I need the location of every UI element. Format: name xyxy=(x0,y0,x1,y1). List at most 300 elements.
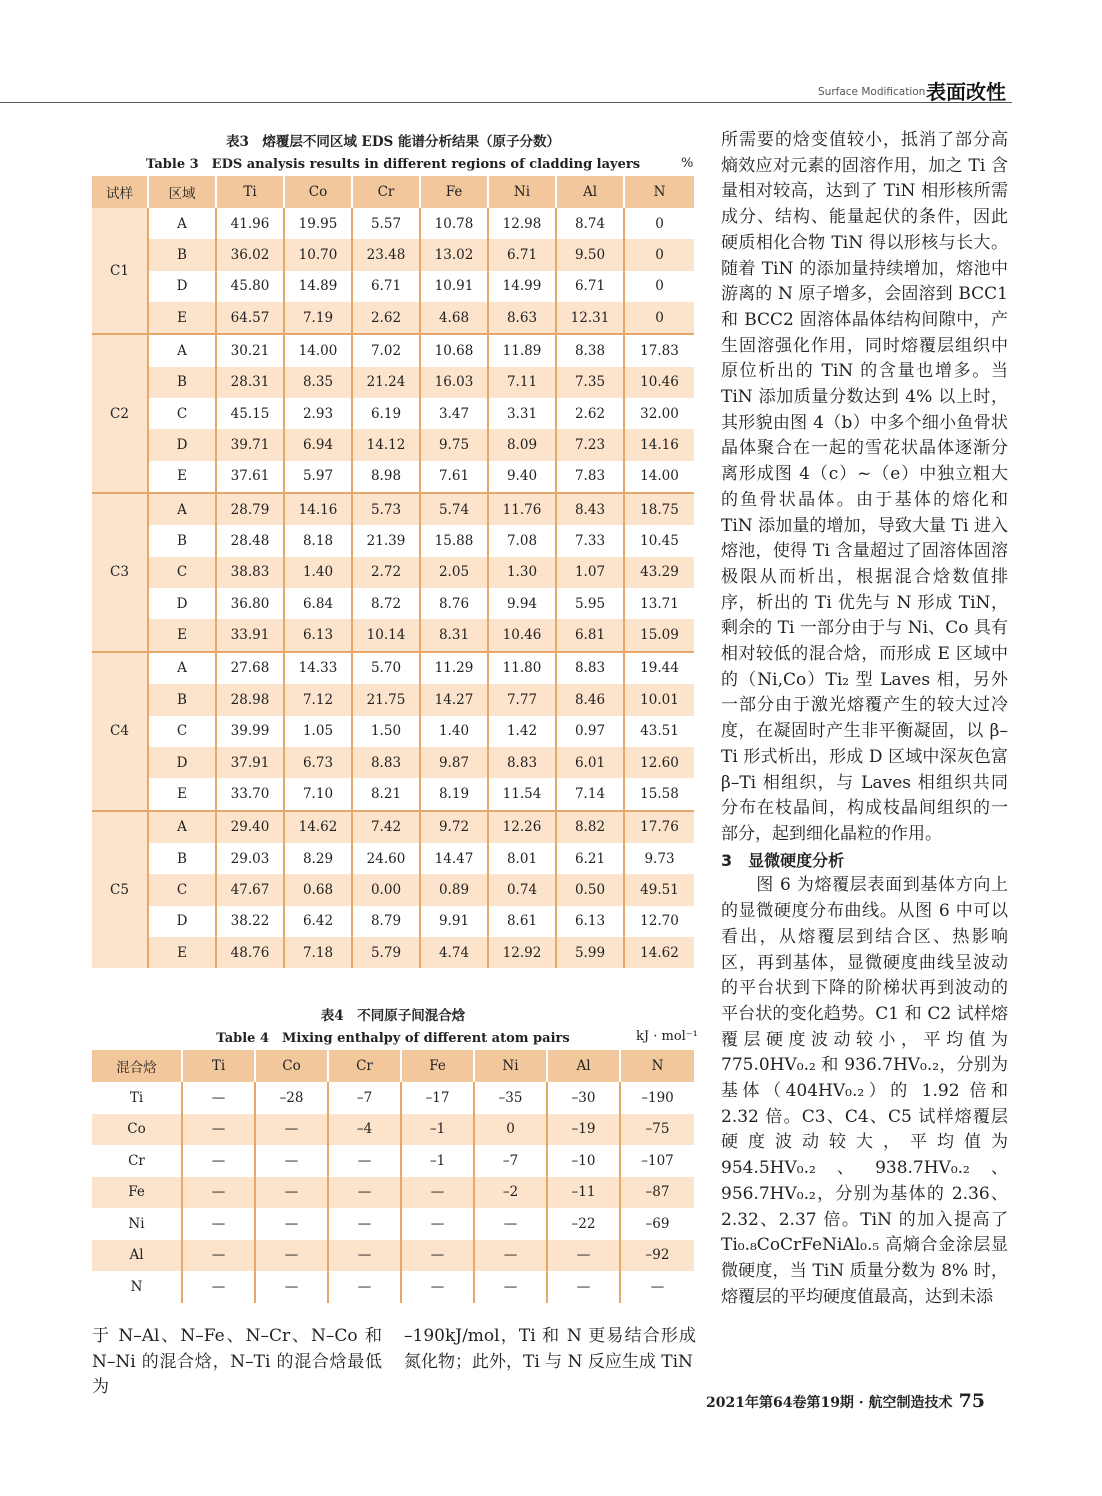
table-cell: 0 xyxy=(624,208,694,239)
table-cell: — xyxy=(328,1240,401,1272)
table4-caption-en: Table 4 Mixing enthalpy of different atom pairs xyxy=(216,1031,570,1046)
table-cell: 12.92 xyxy=(488,937,556,968)
table-cell: –190 xyxy=(620,1082,694,1114)
table4-header-row xyxy=(92,1050,694,1082)
table-cell: 0.50 xyxy=(556,874,624,905)
sample-cell: C3 xyxy=(92,493,148,652)
table-cell: 0 xyxy=(474,1114,547,1146)
table-row xyxy=(92,398,694,429)
table-row xyxy=(92,525,694,556)
table-cell: B xyxy=(148,367,216,398)
table3-header-cell: Co xyxy=(284,176,352,208)
table-cell: 41.96 xyxy=(216,208,284,239)
table-cell: 12.31 xyxy=(556,302,624,334)
table-cell: 12.26 xyxy=(488,811,556,843)
table-cell: 15.88 xyxy=(420,525,488,556)
table-cell: –2 xyxy=(474,1177,547,1209)
table-cell: 0 xyxy=(624,302,694,334)
table-cell: 13.02 xyxy=(420,239,488,270)
table-cell: 8.19 xyxy=(420,778,488,810)
table-cell: 7.35 xyxy=(556,367,624,398)
table-cell: 0.74 xyxy=(488,874,556,905)
table-cell: 8.83 xyxy=(556,652,624,684)
table-row xyxy=(92,778,694,810)
table-cell: 5.79 xyxy=(352,937,420,968)
table-row xyxy=(92,461,694,493)
table-cell: 7.61 xyxy=(420,461,488,493)
table-cell: 5.73 xyxy=(352,493,420,525)
table-cell: 64.57 xyxy=(216,302,284,334)
table-cell: 6.13 xyxy=(556,906,624,937)
table-cell: 23.48 xyxy=(352,239,420,270)
table-cell: 49.51 xyxy=(624,874,694,905)
table-cell: A xyxy=(148,811,216,843)
table-cell: 47.67 xyxy=(216,874,284,905)
table-cell: 33.70 xyxy=(216,778,284,810)
table-cell: 33.91 xyxy=(216,619,284,651)
table-row xyxy=(92,1240,694,1272)
table-cell: 10.45 xyxy=(624,525,694,556)
table-cell: 14.00 xyxy=(284,334,352,366)
table-cell: 11.80 xyxy=(488,652,556,684)
table-cell: 7.42 xyxy=(352,811,420,843)
table-cell: Cr xyxy=(128,1152,145,1169)
table-cell: 10.01 xyxy=(624,684,694,715)
table-row xyxy=(92,588,694,619)
table-cell: –7 xyxy=(474,1145,547,1177)
table-cell: –35 xyxy=(474,1082,547,1114)
table-cell: 0.89 xyxy=(420,874,488,905)
table3-header-cell: 区域 xyxy=(148,176,216,208)
table3 xyxy=(92,176,694,968)
table-cell: 8.82 xyxy=(556,811,624,843)
table3-header-cell: Al xyxy=(556,176,624,208)
table-cell: B xyxy=(148,684,216,715)
table-cell: –1 xyxy=(401,1114,474,1146)
table-cell: 6.81 xyxy=(556,619,624,651)
table-cell: 3.31 xyxy=(488,398,556,429)
table-cell: –87 xyxy=(620,1177,694,1209)
table-cell: 21.39 xyxy=(352,525,420,556)
table-cell: 14.27 xyxy=(420,684,488,715)
table-cell: 6.71 xyxy=(488,239,556,270)
table-cell: — xyxy=(182,1114,255,1146)
table-cell: –10 xyxy=(547,1145,620,1177)
table-cell: 7.08 xyxy=(488,525,556,556)
right-paragraph-2: 图 6 为熔覆层表面到基体方向上的显微硬度分布曲线。从图 6 中可以看出，从熔覆层到结合区、热影响区，再到基体，显微硬度曲线呈波动的平台状到下降的阶梯状再到波动的平台状的变化趋势。C1 和 C2 试样熔覆层硬度波动较小，平均值为 775.0HV₀.₂ 和 936.7HV₀.₂，分别为基体（404HV₀.₂）的 1.92 倍和 2.32 倍。C3、C4、C5 试样熔覆层硬度波动较大，平均值为 954.5HV₀.₂、938.7HV₀.₂、956.7HV₀.₂，分别为基体的 2.36、2.32、2.37 倍。TiN 的加入提高了 Ti₀.₈CoCrFeNiAl₀.₅ 高熵合金涂层显微硬度，当 TiN 质量分数为 8% 时，熔覆层的平均硬度值最高，达到未添 xyxy=(721,875,1008,1307)
table4-header-cell: 混合焓 xyxy=(92,1050,182,1082)
table-cell: 7.77 xyxy=(488,684,556,715)
footer-journal: 2021年第64卷第19期 · 航空制造技术 xyxy=(706,1395,953,1411)
table-cell: 6.71 xyxy=(556,271,624,302)
table-cell: 8.76 xyxy=(420,588,488,619)
table-cell: 6.94 xyxy=(284,429,352,460)
table4-header-cell: N xyxy=(620,1050,694,1082)
table-cell: A xyxy=(148,493,216,525)
table-cell: Al xyxy=(92,1240,182,1272)
table-row xyxy=(92,493,694,525)
right-column xyxy=(721,128,1008,1310)
table-cell: 6.01 xyxy=(556,747,624,778)
table-cell: –107 xyxy=(620,1145,694,1177)
table-cell: — xyxy=(182,1082,255,1114)
table-cell: 11.29 xyxy=(420,652,488,684)
table-row xyxy=(92,1082,694,1114)
table-cell: 37.91 xyxy=(216,747,284,778)
table-cell: 8.72 xyxy=(352,588,420,619)
table-cell: –19 xyxy=(547,1114,620,1146)
table-row xyxy=(92,367,694,398)
table-cell: 7.18 xyxy=(284,937,352,968)
table4-header-cell: Ni xyxy=(474,1050,547,1082)
table4 xyxy=(92,1050,694,1303)
table-cell: — xyxy=(401,1271,474,1303)
table-cell: 9.72 xyxy=(420,811,488,843)
table-row xyxy=(92,1177,694,1209)
table-row xyxy=(92,619,694,651)
table3-caption-cn: 表3 熔覆层不同区域 EDS 能谱分析结果（原子分数） xyxy=(225,134,561,150)
table-cell: –1 xyxy=(401,1145,474,1177)
table-cell: C xyxy=(148,398,216,429)
table-cell: 9.94 xyxy=(488,588,556,619)
table-cell: N xyxy=(130,1278,143,1295)
table-cell: 1.40 xyxy=(420,716,488,747)
table-row xyxy=(92,747,694,778)
table3-header-cell: Ni xyxy=(488,176,556,208)
table-cell: — xyxy=(547,1240,620,1272)
table-cell: D xyxy=(148,906,216,937)
table-cell: 11.76 xyxy=(488,493,556,525)
table-cell: 43.51 xyxy=(624,716,694,747)
table-cell: 39.99 xyxy=(216,716,284,747)
table4-header-cell: Al xyxy=(547,1050,620,1082)
table-cell: 10.46 xyxy=(624,367,694,398)
table-cell: 9.50 xyxy=(556,239,624,270)
table-row xyxy=(92,208,694,239)
table-cell: 2.05 xyxy=(420,557,488,588)
table-cell: 14.12 xyxy=(352,429,420,460)
footer xyxy=(706,1390,985,1412)
table-cell: 19.44 xyxy=(624,652,694,684)
table-cell: –75 xyxy=(620,1114,694,1146)
table-cell: 9.91 xyxy=(420,906,488,937)
table-cell: 12.60 xyxy=(624,747,694,778)
table-cell: 2.93 xyxy=(284,398,352,429)
table-cell: — xyxy=(255,1114,328,1146)
sample-cell: C5 xyxy=(92,811,148,969)
table-cell: 17.83 xyxy=(624,334,694,366)
table-cell: E xyxy=(148,619,216,651)
table-cell: 7.10 xyxy=(284,778,352,810)
table-cell: 7.11 xyxy=(488,367,556,398)
table-cell: 21.24 xyxy=(352,367,420,398)
table-cell: — xyxy=(547,1271,620,1303)
table-cell: 18.75 xyxy=(624,493,694,525)
table-cell: 5.74 xyxy=(420,493,488,525)
table-cell: 28.48 xyxy=(216,525,284,556)
table-cell: 14.00 xyxy=(624,461,694,493)
table-cell: A xyxy=(148,208,216,239)
table-cell: 8.79 xyxy=(352,906,420,937)
table-cell: 48.76 xyxy=(216,937,284,968)
table-cell: 2.72 xyxy=(352,557,420,588)
table4-header-cell: Ti xyxy=(182,1050,255,1082)
page-number: 75 xyxy=(958,1390,986,1412)
table-row xyxy=(92,1145,694,1177)
table3-unit: % xyxy=(681,156,694,171)
table-cell: E xyxy=(148,302,216,334)
table-cell: 7.23 xyxy=(556,429,624,460)
table-cell: 8.98 xyxy=(352,461,420,493)
table-cell: 5.57 xyxy=(352,208,420,239)
table-cell: 14.89 xyxy=(284,271,352,302)
table-cell: 5.95 xyxy=(556,588,624,619)
table-cell: — xyxy=(182,1177,255,1209)
sample-cell: C2 xyxy=(92,334,148,493)
table-cell: 6.73 xyxy=(284,747,352,778)
table-cell: 21.75 xyxy=(352,684,420,715)
table-cell: 16.03 xyxy=(420,367,488,398)
table-cell: 15.09 xyxy=(624,619,694,651)
table-cell: 27.68 xyxy=(216,652,284,684)
sample-cell: C1 xyxy=(92,208,148,334)
table-cell: 8.01 xyxy=(488,843,556,874)
table-cell: 6.13 xyxy=(284,619,352,651)
table-row xyxy=(92,937,694,968)
table-cell: 14.16 xyxy=(624,429,694,460)
table-cell: 10.68 xyxy=(420,334,488,366)
table-cell: 17.76 xyxy=(624,811,694,843)
table-cell: 7.12 xyxy=(284,684,352,715)
table-cell: –30 xyxy=(547,1082,620,1114)
table-cell: 6.42 xyxy=(284,906,352,937)
table-cell: 15.58 xyxy=(624,778,694,810)
table-cell: — xyxy=(255,1208,328,1240)
table-cell: 1.30 xyxy=(488,557,556,588)
table-cell: — xyxy=(182,1208,255,1240)
table-cell: 11.89 xyxy=(488,334,556,366)
table-cell: 7.14 xyxy=(556,778,624,810)
table-cell: –4 xyxy=(328,1114,401,1146)
table-cell: 8.61 xyxy=(488,906,556,937)
table-cell: D xyxy=(148,747,216,778)
table-cell: 0.68 xyxy=(284,874,352,905)
table-cell: — xyxy=(255,1177,328,1209)
table-cell: 0.00 xyxy=(352,874,420,905)
table-cell: 1.50 xyxy=(352,716,420,747)
table-cell: 9.87 xyxy=(420,747,488,778)
table-cell: 37.61 xyxy=(216,461,284,493)
table-cell: 24.60 xyxy=(352,843,420,874)
table-cell: 5.97 xyxy=(284,461,352,493)
table-cell: 5.70 xyxy=(352,652,420,684)
table-cell: 29.40 xyxy=(216,811,284,843)
table-cell: 28.31 xyxy=(216,367,284,398)
table3-header-cell: N xyxy=(624,176,694,208)
table-cell: 0 xyxy=(624,239,694,270)
table-row xyxy=(92,811,694,843)
table-cell: Ni xyxy=(128,1215,145,1232)
table-cell: 7.02 xyxy=(352,334,420,366)
table-cell: 10.14 xyxy=(352,619,420,651)
table-cell: 28.79 xyxy=(216,493,284,525)
table-cell: — xyxy=(474,1208,547,1240)
table-cell: Co xyxy=(92,1114,182,1146)
table-cell: 10.78 xyxy=(420,208,488,239)
table-row xyxy=(92,557,694,588)
table4-header-cell: Cr xyxy=(328,1050,401,1082)
table-cell: 1.07 xyxy=(556,557,624,588)
table-cell: –7 xyxy=(328,1082,401,1114)
table-cell: C xyxy=(148,557,216,588)
table-cell: 19.95 xyxy=(284,208,352,239)
table-cell: 3.47 xyxy=(420,398,488,429)
table-cell: C xyxy=(148,874,216,905)
table-cell: 6.19 xyxy=(352,398,420,429)
table-cell: –69 xyxy=(620,1208,694,1240)
table-cell: — xyxy=(474,1271,547,1303)
table4-unit: kJ · mol⁻¹ xyxy=(636,1029,698,1044)
table-cell: — xyxy=(328,1177,401,1209)
table-cell: 8.09 xyxy=(488,429,556,460)
table-cell: –11 xyxy=(547,1177,620,1209)
bottom-left-text: 于 N–Al、N–Fe、N–Cr、N–Co 和 N–Ni 的混合焓，N–Ti 的混合焓最低为 xyxy=(92,1326,382,1398)
table-cell: 32.00 xyxy=(624,398,694,429)
table-row xyxy=(92,684,694,715)
table-cell: 6.71 xyxy=(352,271,420,302)
table-cell: 14.62 xyxy=(284,811,352,843)
table-cell: — xyxy=(182,1271,255,1303)
table-cell: B xyxy=(148,239,216,270)
table-row xyxy=(92,1114,694,1146)
table-cell: — xyxy=(255,1240,328,1272)
table-cell: — xyxy=(328,1208,401,1240)
table4-header-cell: Co xyxy=(255,1050,328,1082)
table-cell: 38.83 xyxy=(216,557,284,588)
table-cell: 1.40 xyxy=(284,557,352,588)
table-cell: 7.19 xyxy=(284,302,352,334)
table-cell: D xyxy=(148,429,216,460)
table-row xyxy=(92,271,694,302)
bottom-middle-text: –190kJ/mol，Ti 和 N 更易结合形成氮化物；此外，Ti 与 N 反应生成 TiN xyxy=(404,1326,696,1372)
table-cell: 2.62 xyxy=(352,302,420,334)
table3-header-cell: Fe xyxy=(420,176,488,208)
table-cell: 39.71 xyxy=(216,429,284,460)
table-cell: 5.99 xyxy=(556,937,624,968)
table-cell: 45.15 xyxy=(216,398,284,429)
table-cell: — xyxy=(401,1240,474,1272)
table-cell: 45.80 xyxy=(216,271,284,302)
table-cell: D xyxy=(148,271,216,302)
table-cell: 0 xyxy=(624,271,694,302)
table-cell: 11.54 xyxy=(488,778,556,810)
table-cell: 14.47 xyxy=(420,843,488,874)
table-row xyxy=(92,652,694,684)
table-cell: 7.83 xyxy=(556,461,624,493)
table-cell: 9.40 xyxy=(488,461,556,493)
table-cell: 8.38 xyxy=(556,334,624,366)
table-cell: 14.99 xyxy=(488,271,556,302)
right-paragraph-1: 所需要的焓变值较小，抵消了部分高熵效应对元素的固溶作用，加之 Ti 含量相对较高，达到了 TiN 相形核所需成分、结构、能量起伏的条件，因此硬质相化合物 TiN 得以形核与长大。随着 TiN 的添加量持续增加，熔池中游离的 N 原子增多，会固溶到 BCC1 和 BCC2 固溶体晶体结构间隙中，产生固溶强化作用，同时熔覆层组织中原位析出的 TiN 的含量也增多。当 TiN 添加质量分数达到 4% 以上时，其形貌由图 4（b）中多个细小鱼骨状晶体聚合在一起的雪花状晶体逐渐分离形成图 4（c）~（e）中独立粗大的鱼骨状晶体。由于基体的熔化和 TiN 添加量的增加，导致大量 Ti 进入熔池，使得 Ti 含量超过了固溶体固溶极限从而析出，根据混合焓数值排序，析出的 Ti 优先与 N 形成 TiN，剩余的 Ti 一部分由于与 Ni、Co 具有相对较低的混合焓，而形成 E 区域中的（Ni,Co）Ti₂ 型 Laves 相，另外一部分由于激光熔覆产生的较大过冷度，在凝固时产生非平衡凝固，以 β–Ti 形式析出，形成 D 区域中深灰色富 β–Ti 相组织，与 Laves 相组织共同分布在枝晶间，构成枝晶间组织的一部分，起到细化晶粒的作用。 xyxy=(721,130,1008,844)
table-cell: 30.21 xyxy=(216,334,284,366)
sample-cell: C4 xyxy=(92,652,148,811)
table-cell: 8.18 xyxy=(284,525,352,556)
table-cell: — xyxy=(401,1177,474,1209)
table-cell: — xyxy=(328,1145,401,1177)
table-cell: 8.35 xyxy=(284,367,352,398)
table-cell: 36.80 xyxy=(216,588,284,619)
table-cell: –92 xyxy=(620,1240,694,1272)
journal-section-cn: 表面改性 xyxy=(926,80,1006,104)
table-cell: 8.21 xyxy=(352,778,420,810)
table3-caption-en: Table 3 EDS analysis results in different regions of cladding layers xyxy=(145,157,641,172)
table-cell: 8.63 xyxy=(488,302,556,334)
table-cell: — xyxy=(255,1145,328,1177)
table-cell: 8.74 xyxy=(556,208,624,239)
table-row xyxy=(92,429,694,460)
table-cell: 8.43 xyxy=(556,493,624,525)
table-cell: D xyxy=(148,588,216,619)
table-cell: 4.68 xyxy=(420,302,488,334)
table-cell: 8.83 xyxy=(352,747,420,778)
section-heading: 3 显微硬度分析 xyxy=(721,850,845,870)
table-cell: A xyxy=(148,652,216,684)
table3-header-cell: Cr xyxy=(352,176,420,208)
table-cell: 7.33 xyxy=(556,525,624,556)
table-row xyxy=(92,716,694,747)
table-cell: –22 xyxy=(547,1208,620,1240)
table4-header-cell: Fe xyxy=(401,1050,474,1082)
table-cell: 14.33 xyxy=(284,652,352,684)
table-cell: –17 xyxy=(401,1082,474,1114)
table-cell: — xyxy=(182,1240,255,1272)
table-cell: 9.75 xyxy=(420,429,488,460)
table-row xyxy=(92,843,694,874)
table-cell: 10.91 xyxy=(420,271,488,302)
table-row xyxy=(92,1271,694,1303)
table-cell: Fe xyxy=(92,1177,182,1209)
table3-header-cell: Ti xyxy=(216,176,284,208)
table-cell: 10.46 xyxy=(488,619,556,651)
table-row xyxy=(92,239,694,270)
table-cell: 43.29 xyxy=(624,557,694,588)
table-cell: — xyxy=(620,1271,694,1303)
table-cell: 6.21 xyxy=(556,843,624,874)
table-cell: 8.31 xyxy=(420,619,488,651)
table-cell: –28 xyxy=(255,1082,328,1114)
table4-caption-cn: 表4 不同原子间混合焓 xyxy=(320,1008,466,1024)
table-row xyxy=(92,906,694,937)
table-cell: E xyxy=(148,461,216,493)
table-row xyxy=(92,1208,694,1240)
table-cell: 8.29 xyxy=(284,843,352,874)
table-cell: B xyxy=(148,843,216,874)
table-cell: E xyxy=(148,778,216,810)
table-cell: 8.46 xyxy=(556,684,624,715)
table3-header-row xyxy=(92,176,694,208)
table-cell: 14.16 xyxy=(284,493,352,525)
header-rule xyxy=(0,102,1012,103)
table-cell: 38.22 xyxy=(216,906,284,937)
table-cell: 2.62 xyxy=(556,398,624,429)
table-cell: 8.83 xyxy=(488,747,556,778)
table-cell: 1.05 xyxy=(284,716,352,747)
table-cell: 12.98 xyxy=(488,208,556,239)
table-row xyxy=(92,874,694,905)
journal-section-en: Surface Modification xyxy=(818,86,926,98)
table-cell: 6.84 xyxy=(284,588,352,619)
table-cell: 0.97 xyxy=(556,716,624,747)
